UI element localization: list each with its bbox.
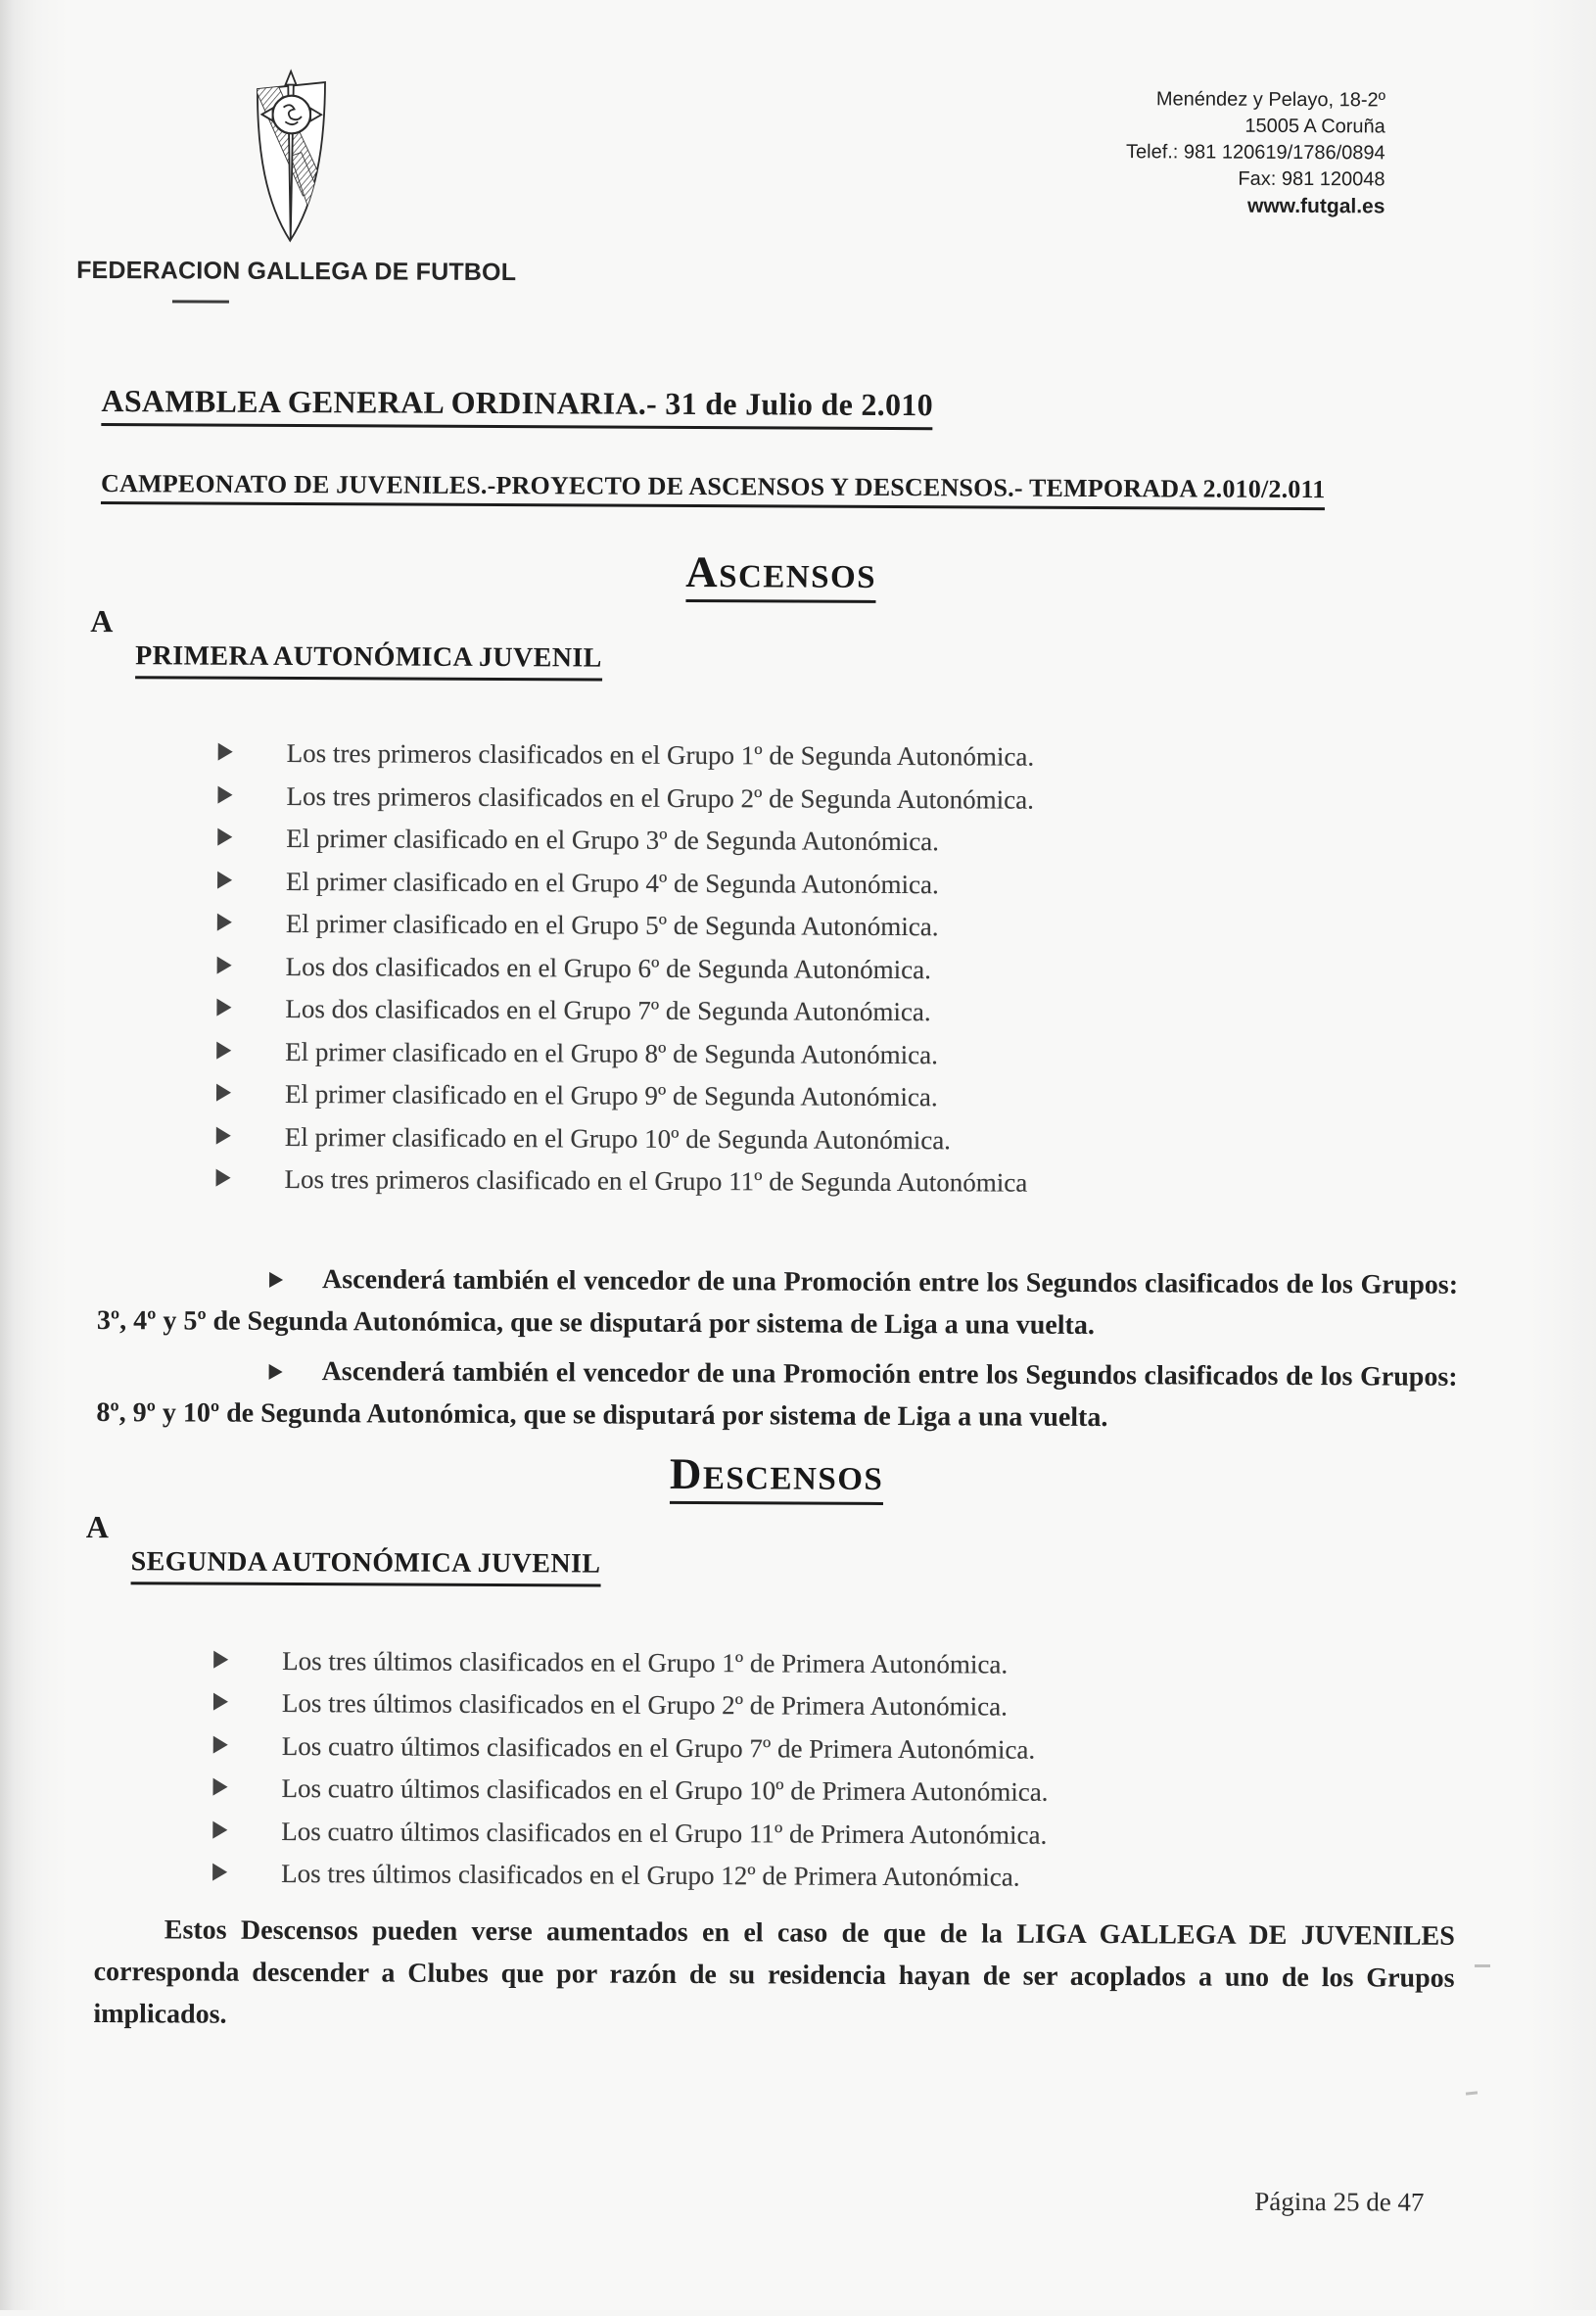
triangle-bullet-icon xyxy=(212,1820,227,1838)
org-name: FEDERACION GALLEGA DE FUTBOL xyxy=(76,256,517,287)
list-item xyxy=(100,732,1461,780)
descensos-section-title: SEGUNDA AUTONÓMICA JUVENIL xyxy=(131,1546,601,1586)
scan-artifact xyxy=(1475,1964,1490,1967)
triangle-bullet-icon xyxy=(216,999,231,1016)
triangle-bullet-icon xyxy=(213,1778,228,1796)
triangle-bullet-icon xyxy=(213,1650,228,1668)
list-item xyxy=(95,1681,1456,1730)
subtitle-row xyxy=(101,469,1462,511)
triangle-bullet-icon xyxy=(212,1864,227,1881)
promotion-paragraph xyxy=(96,1349,1457,1441)
triangle-bullet-icon xyxy=(269,1271,283,1287)
list-item-text: Los tres últimos clasificados en el Grupo 12º de Primera Autonómica. xyxy=(281,1858,1020,1892)
list-item xyxy=(95,1639,1456,1688)
list-item xyxy=(97,1158,1458,1206)
promotion-text: Ascenderá también el vencedor de una Promoción entre los Segundos clasificados de los Grupos: 3º, 4º y 5º de Segunda Autonómica, que se disputará por sistema de Liga a una vuelta. xyxy=(96,1263,1459,1341)
org-name-underline xyxy=(172,300,229,303)
triangle-bullet-icon xyxy=(216,1084,231,1102)
triangle-bullet-icon xyxy=(216,1169,231,1187)
list-item xyxy=(99,817,1460,866)
list-item-text: Los cuatro últimos clasificados en el Grupo 7º de Primera Autonómica. xyxy=(281,1730,1036,1765)
list-item-text: Los dos clasificados en el Grupo 7º de Segunda Autonómica. xyxy=(285,993,931,1027)
page-indicator: Página 25 de 47 xyxy=(1254,2186,1425,2217)
list-item-text: Los cuatro últimos clasificados en el Grupo 10º de Primera Autonómica. xyxy=(281,1772,1049,1807)
contact-block xyxy=(1126,86,1385,219)
triangle-bullet-icon xyxy=(216,1041,231,1059)
descensos-heading-row xyxy=(96,1445,1457,1508)
list-item xyxy=(99,775,1460,824)
list-item-text: El primer clasificado en el Grupo 10º de Segunda Autonómica. xyxy=(284,1121,952,1155)
document-title: ASAMBLEA GENERAL ORDINARIA.- 31 de Julio de 2.010 xyxy=(101,383,933,430)
list-item-text: Los dos clasificados en el Grupo 6º de Segunda Autonómica. xyxy=(285,951,931,984)
promotion-text: Ascenderá también el vencedor de una Promoción entre los Segundos clasificados de los Grupos: 8º, 9º y 10º de Segunda Autonómica, que se disputará por sistema de Liga a una vuelta. xyxy=(96,1355,1458,1433)
list-item-text: Los tres últimos clasificados en el Grupo 2º de Primera Autonómica. xyxy=(281,1687,1009,1722)
list-item xyxy=(94,1767,1455,1816)
descensos-heading: DESCENSOS xyxy=(670,1447,884,1504)
document-subtitle: CAMPEONATO DE JUVENILES.-PROYECTO DE ASCENSOS Y DESCENSOS.- TEMPORADA 2.010/2.011 xyxy=(101,469,1326,510)
list-item xyxy=(99,902,1460,951)
ascensos-heading: ASCENSOS xyxy=(685,546,876,603)
triangle-bullet-icon xyxy=(217,828,232,846)
ascensos-heading-row xyxy=(100,544,1461,606)
promotion-paragraph xyxy=(97,1257,1458,1348)
list-item xyxy=(98,987,1459,1036)
triangle-bullet-icon xyxy=(216,1126,231,1144)
triangle-bullet-icon xyxy=(217,914,232,931)
list-item-text: Los tres primeros clasificado en el Grupo 11º de Segunda Autonómica xyxy=(284,1163,1028,1198)
triangle-bullet-icon xyxy=(269,1363,283,1379)
contact-address: Menéndez y Pelayo, 18-2º xyxy=(1155,88,1386,112)
list-item xyxy=(99,860,1460,909)
triangle-bullet-icon xyxy=(217,785,232,803)
triangle-bullet-icon xyxy=(213,1693,228,1711)
ascensos-section-title-row xyxy=(135,640,1461,685)
list-item-text: Los tres primeros clasificados en el Grupo 1º de Segunda Autonómica. xyxy=(286,737,1035,772)
descensos-note: Estos Descensos pueden verse aumentados en el caso de que de la LIGA GALLEGA DE JUVENILES corresponda descender a Clubes que por razón de su residencia hayan de ser acoplados a uno de los Grupos implicados. xyxy=(93,1914,1455,2030)
list-item-text: Los cuatro últimos clasificados en el Grupo 11º de Primera Autonómica. xyxy=(281,1816,1048,1850)
contact-fax: Fax: 981 120048 xyxy=(1238,167,1385,191)
list-item-text: El primer clasificado en el Grupo 8º de Segunda Autonómica. xyxy=(285,1036,938,1069)
triangle-bullet-icon xyxy=(217,871,232,888)
contact-website: www.futgal.es xyxy=(1246,194,1385,218)
list-item-text: El primer clasificado en el Grupo 9º de Segunda Autonómica. xyxy=(284,1078,938,1112)
list-item xyxy=(94,1810,1455,1859)
descensos-list xyxy=(94,1639,1456,1902)
descensos-section-letter: A xyxy=(85,1508,110,1544)
ascensos-section-title: PRIMERA AUTONÓMICA JUVENIL xyxy=(135,640,602,681)
contact-phone: Telef.: 981 120619/1786/0894 xyxy=(1125,141,1385,165)
list-item-text: El primer clasificado en el Grupo 3º de Segunda Autonómica. xyxy=(286,823,940,857)
list-item xyxy=(95,1725,1456,1773)
triangle-bullet-icon xyxy=(217,956,232,973)
list-item xyxy=(94,1852,1455,1901)
list-item xyxy=(98,1115,1459,1164)
ascensos-section-letter: A xyxy=(90,602,114,639)
list-item xyxy=(99,945,1460,994)
contact-city: 15005 A Coruña xyxy=(1244,115,1385,138)
list-item xyxy=(98,1030,1459,1079)
list-item-text: Los tres primeros clasificados en el Grupo 2º de Segunda Autonómica. xyxy=(286,780,1034,815)
triangle-bullet-icon xyxy=(213,1735,228,1753)
federation-crest-icon xyxy=(245,69,336,251)
list-item-text: El primer clasificado en el Grupo 5º de Segunda Autonómica. xyxy=(285,908,939,942)
list-item-text: El primer clasificado en el Grupo 4º de Segunda Autonómica. xyxy=(285,866,939,899)
descensos-section-title-row xyxy=(131,1546,1457,1591)
title-row xyxy=(101,383,1462,433)
list-item-text: Los tres últimos clasificados en el Grupo 1º de Primera Autonómica. xyxy=(282,1645,1009,1679)
ascensos-list xyxy=(97,732,1460,1206)
list-item xyxy=(98,1072,1459,1121)
triangle-bullet-icon xyxy=(218,743,233,761)
document-body xyxy=(85,383,1462,2041)
